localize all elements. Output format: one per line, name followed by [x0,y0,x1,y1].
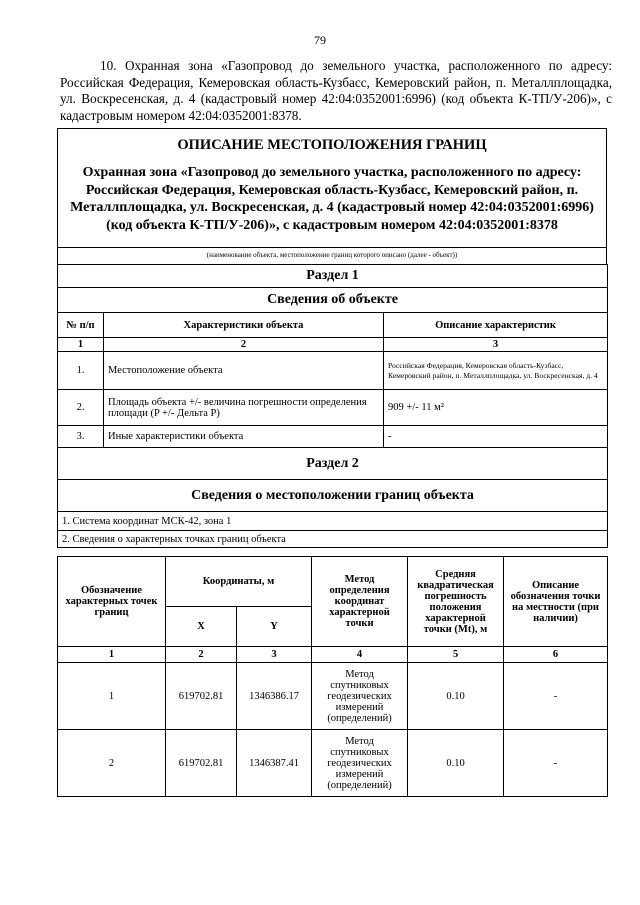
col-number: 3 [237,647,312,663]
table-row [58,663,608,730]
section2-subtitle: Сведения о местоположении границ объекта [58,480,608,512]
row-value: 909 +/- 11 м² [384,390,608,426]
col-number: 2 [104,338,384,352]
col-number: 1 [58,338,104,352]
point-method: Метод спутниковых геодезических измерений (определений) [312,663,408,730]
header-coordinates: Координаты, м [166,557,312,607]
col-number: 5 [408,647,504,663]
points-table [57,556,608,797]
point-method: Метод спутниковых геодезических измерений (определений) [312,730,408,797]
header-method: Метод определения координат характерной точки [312,557,408,647]
row-value: Российская Федерация, Кемеровская область-Кузбасс, Кемеровский район, п. Металлплощадка, ул. Воскресенская, д. 4 [384,352,608,390]
row-name: Иные характеристики объекта [104,426,384,448]
point-mt: 0.10 [408,730,504,797]
point-mt: 0.10 [408,663,504,730]
row-value: - [384,426,608,448]
coordinate-system: 1. Система координат МСК-42, зона 1 [58,512,608,531]
header-num: № п/п [58,313,104,338]
row-name: Площадь объекта +/- величина погрешности определения площади (P +/- Дельта P) [104,390,384,426]
point-desc: - [504,730,608,797]
point-y: 1346386.17 [237,663,312,730]
object-caption: (наименование объекта, местоположение границ которого описано (далее - объект)) [57,247,607,264]
header-characteristic: Характеристики объекта [104,313,384,338]
intro-paragraph [60,58,612,124]
col-number: 4 [312,647,408,663]
point-x: 619702.81 [166,663,237,730]
table-row [58,352,608,390]
table-row [58,730,608,797]
header-description: Описание характеристик [384,313,608,338]
row-num: 1. [58,352,104,390]
header-y: Y [237,607,312,647]
header-marking: Описание обозначения точки на местности (при наличии) [504,557,608,647]
col-number: 3 [384,338,608,352]
description-header [57,128,607,264]
section1-title: Раздел 1 [58,265,608,288]
table-row [58,426,608,448]
section2-title: Раздел 2 [58,448,608,480]
table-row [58,390,608,426]
col-number: 6 [504,647,608,663]
intro-text: 10. Охранная зона «Газопровод до земельного участка, расположенного по адресу: Российская Федерация, Кемеровская область-Кузбасс, Кемеровский район, п. Металлплощадка, ул. Воскресенская, д. 4 (кадастровый номер 42:04:0352001:6996) (код объекта К-ТП/У-206)», с кадастровым номером 42:04:0352001:8378. [60,58,612,123]
col-number: 1 [58,647,166,663]
row-num: 2. [58,390,104,426]
row-num: 3. [58,426,104,448]
row-name: Местоположение объекта [104,352,384,390]
page-number: 79 [314,33,326,47]
point-x: 619702.81 [166,730,237,797]
description-title: ОПИСАНИЕ МЕСТОПОЛОЖЕНИЯ ГРАНИЦ [177,137,487,153]
col-number: 2 [166,647,237,663]
point-id: 1 [58,663,166,730]
points-caption: 2. Сведения о характерных точках границ объекта [58,531,608,548]
header-designation: Обозначение характерных точек границ [58,557,166,647]
header-x: X [166,607,237,647]
section1-subtitle: Сведения об объекте [58,288,608,313]
object-title: Охранная зона «Газопровод до земельного участка, расположенного по адресу: Российская Федерация, Кемеровская область-Кузбасс, Кемеровский район, п. Металлплощадка, ул. Воскресенская, д. 4 (кадастровый номер 42:04:0352001:6996) (код объекта К-ТП/У-206)», с кадастровым номером 42:04:0352001:8378 [70,165,594,233]
point-y: 1346387.41 [237,730,312,797]
section1-table [57,264,608,548]
header-error: Средняя квадратическая погрешность положения характерной точки (Mt), м [408,557,504,647]
point-desc: - [504,663,608,730]
point-id: 2 [58,730,166,797]
